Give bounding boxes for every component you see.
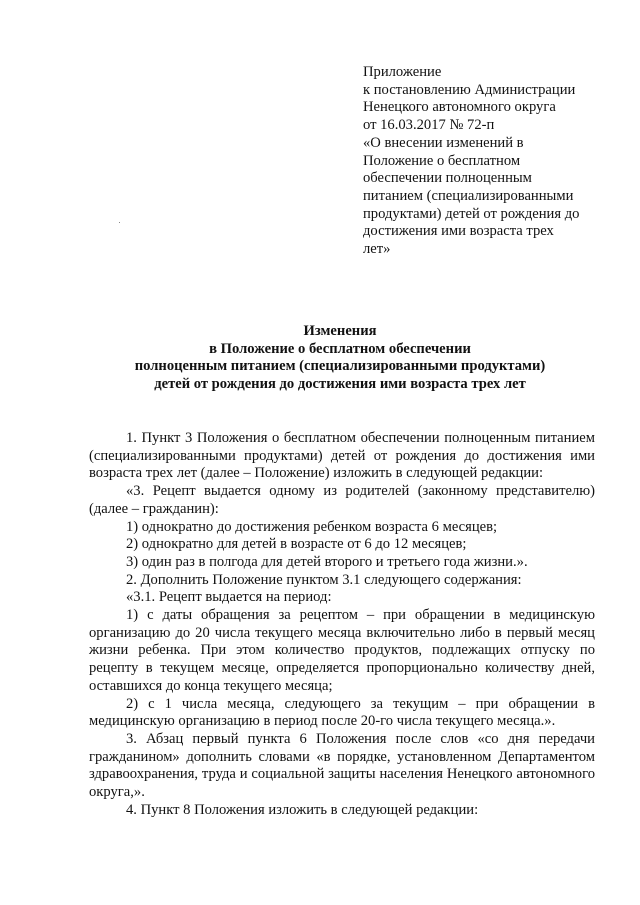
appendix-line: Положение о бесплатном <box>363 152 521 169</box>
title-line: детей от рождения до достижения ими возраста трех лет <box>154 375 526 392</box>
appendix-line: Приложение <box>363 64 442 80</box>
paragraph: 4. Пункт 8 Положения изложить в следующей редакции: <box>126 801 479 818</box>
appendix-line: лет» <box>363 241 391 258</box>
paragraph: 1) с даты обращения за рецептом – при обращении в медицинскую организацию до 20 числа текущего месяца включительно либо в первый месяц жизни ребенка. При этом количество продуктов, подлежащих отпуску по рецепту в текущем месяце, определяется пропорционально количеству дней, оставшихся до конца текущего месяца; <box>89 607 595 694</box>
paragraph: 2) с 1 числа месяца, следующего за текущим – при обращении в медицинскую организацию в период после 20-го числа текущего месяца.». <box>89 695 595 730</box>
document-title <box>90 323 590 393</box>
appendix-line: питанием (специализированными <box>363 187 574 204</box>
appendix-block <box>363 64 598 259</box>
appendix-line: обеспечении полноценным <box>363 170 532 187</box>
appendix-line: продуктами) детей от рождения до <box>363 205 580 222</box>
appendix-line: к постановлению Администрации <box>363 81 576 98</box>
title-line: полноценным питанием (специализированными продуктами) <box>134 358 546 375</box>
appendix-line: от 16.03.2017 № 72-п <box>363 117 495 134</box>
paragraph: «3.1. Рецепт выдается на период: <box>126 589 332 606</box>
title-line: в Положение о бесплатном обеспечении <box>209 340 471 357</box>
paragraph: 1) однократно до достижения ребенком возраста 6 месяцев; <box>126 518 498 535</box>
paragraph: 3. Абзац первый пункта 6 Положения после слов «со дня передачи гражданином» дополнить словами «в порядке, установленном Департаментом здравоохранения, труда и социальной защиты населения Ненецкого автономного округа,». <box>89 730 595 801</box>
paragraph: 2. Дополнить Положение пунктом 3.1 следующего содержания: <box>126 571 522 588</box>
paragraph: 1. Пункт 3 Положения о бесплатном обеспечении полноценным питанием (специализированными продуктами) детей от рождения до достижения ими возраста трех лет (далее – Положение) изложить в следующей редакции: <box>89 430 595 482</box>
appendix-line: достижения ими возраста трех <box>363 223 554 240</box>
title-line: Изменения <box>303 323 377 339</box>
paragraph: 3) один раз в полгода для детей второго и третьего года жизни.». <box>126 553 528 570</box>
appendix-line: Ненецкого автономного округа <box>363 99 556 116</box>
paragraph: «3. Рецепт выдается одному из родителей (законному представителю) (далее – гражданин): <box>89 483 595 517</box>
scan-speck <box>119 222 120 223</box>
paragraph: 2) однократно для детей в возрасте от 6 до 12 месяцев; <box>126 536 467 553</box>
appendix-line: «О внесении изменений в <box>363 134 524 151</box>
document-body <box>89 430 595 819</box>
